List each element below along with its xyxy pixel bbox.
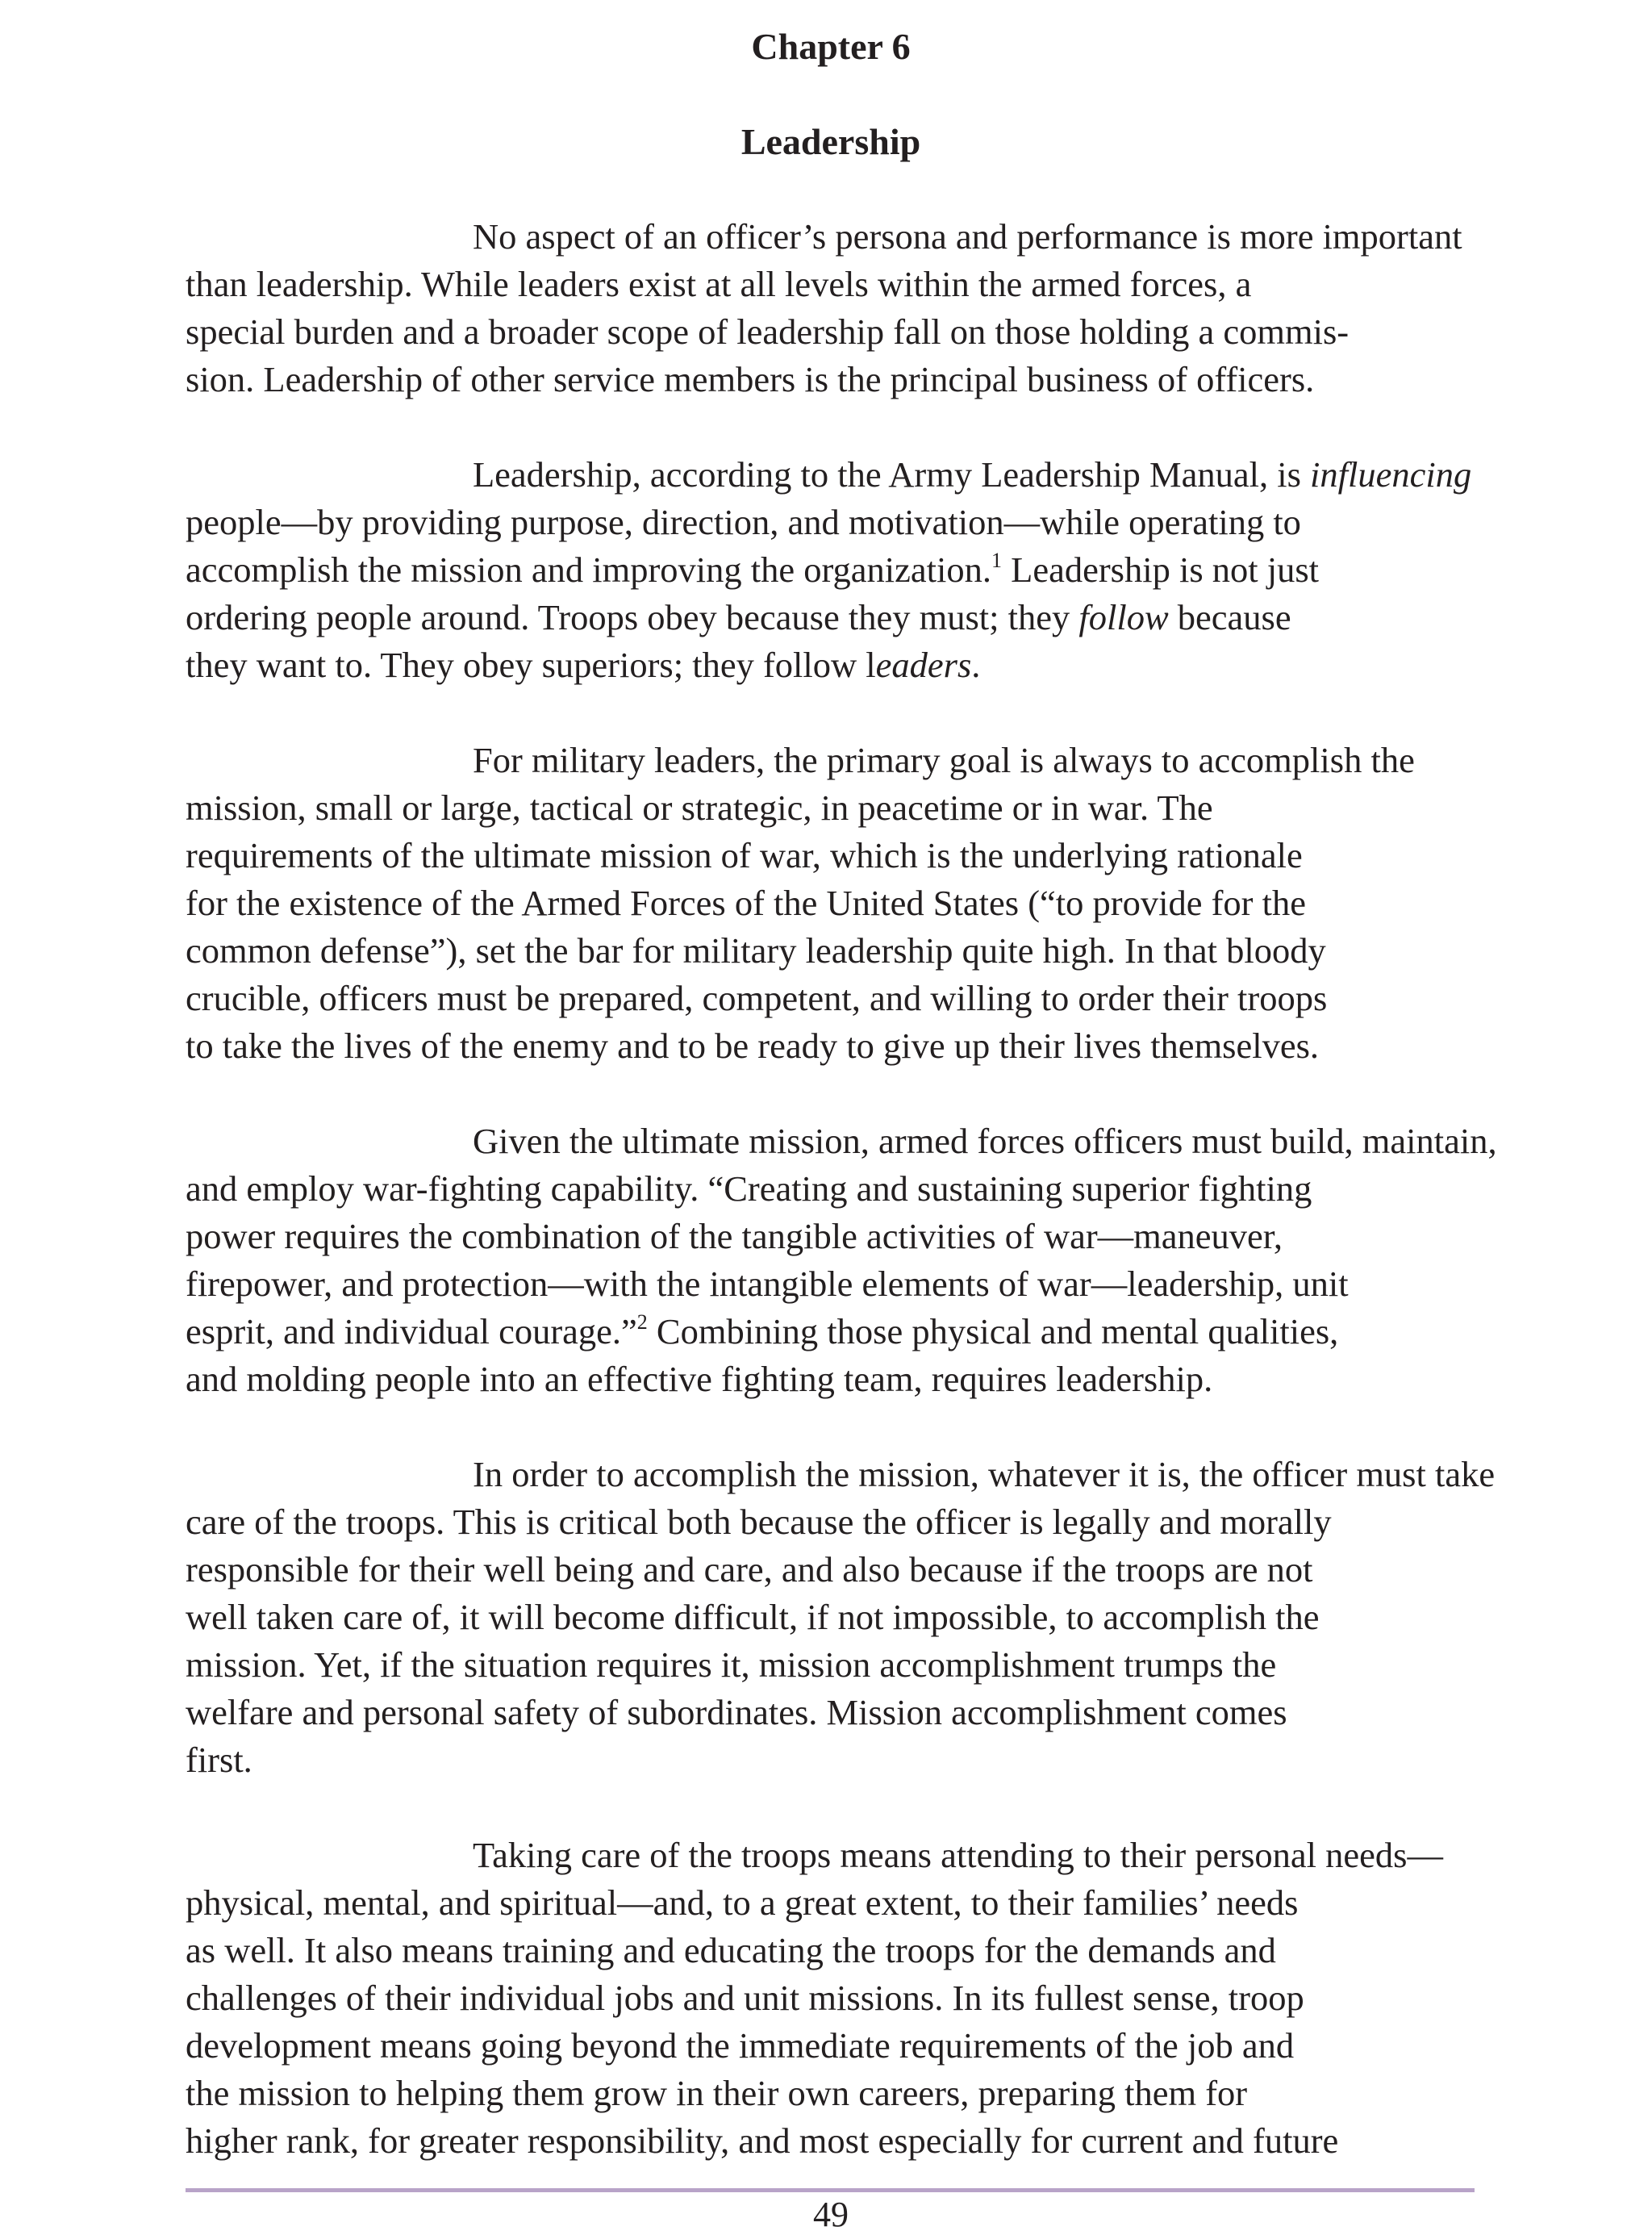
text-run: . bbox=[971, 645, 981, 685]
paragraph-line bbox=[186, 1641, 1476, 1689]
paragraph-line bbox=[186, 832, 1476, 879]
paragraph-line bbox=[186, 1832, 1476, 1879]
text-run: Given the ultimate mission, armed forces officers must build, maintain, bbox=[473, 1121, 1497, 1161]
text-run: and molding people into an effective fighting team, requires leadership. bbox=[186, 1359, 1213, 1399]
text-run: sion. Leadership of other service members is the principal business of officers. bbox=[186, 359, 1315, 399]
text-run: common defense”), set the bar for military leadership quite high. In that bloody bbox=[186, 930, 1326, 971]
chapter-title: Leadership bbox=[740, 121, 921, 162]
paragraph-line bbox=[186, 641, 1476, 689]
paragraph-line bbox=[186, 499, 1476, 546]
chapter-body bbox=[186, 213, 1497, 2212]
text-run: they want to. They obey superiors; they follow l bbox=[186, 645, 876, 685]
text-run: well taken care of, it will become difficult, if not impossible, to accomplish the bbox=[186, 1597, 1320, 1637]
paragraph bbox=[186, 737, 1476, 1070]
paragraph bbox=[186, 1118, 1497, 1403]
text-run: power requires the combination of the tangible activities of war—maneuver, bbox=[186, 1216, 1283, 1256]
paragraph-line bbox=[186, 737, 1476, 784]
text-run: mission, small or large, tactical or strategic, in peacetime or in war. The bbox=[186, 787, 1213, 828]
paragraph-line bbox=[186, 1356, 1476, 1403]
text-run: firepower, and protection—with the intangible elements of war—leadership, unit bbox=[186, 1264, 1349, 1304]
text-run: physical, mental, and spiritual—and, to a great extent, to their families’ needs bbox=[186, 1882, 1299, 1923]
text-run: special burden and a broader scope of leadership fall on those holding a commis- bbox=[186, 311, 1350, 352]
text-run: for the existence of the Armed Forces of the United States (“to provide for the bbox=[186, 883, 1306, 923]
text-run: higher rank, for greater responsibility, and most especially for current and future bbox=[186, 2120, 1339, 2161]
text-run: to take the lives of the enemy and to be ready to give up their lives themselves. bbox=[186, 1026, 1320, 1066]
paragraph bbox=[186, 1832, 1476, 2165]
paragraph-line bbox=[186, 356, 1476, 403]
paragraph-line bbox=[186, 1165, 1476, 1213]
paragraph-line bbox=[186, 1927, 1476, 1974]
italic-text: follow bbox=[1078, 597, 1169, 637]
text-run: because bbox=[1168, 597, 1291, 637]
text-run: accomplish the mission and improving the organization. bbox=[186, 549, 992, 590]
paragraph-line bbox=[186, 2117, 1476, 2165]
footnote-ref: 1 bbox=[991, 549, 1003, 572]
paragraph-line bbox=[186, 1498, 1476, 1546]
paragraph-line bbox=[186, 1260, 1476, 1308]
paragraph-line bbox=[186, 1308, 1476, 1356]
italic-text: eaders bbox=[875, 645, 972, 685]
footnote-ref: 2 bbox=[636, 1310, 648, 1334]
paragraph-line bbox=[186, 1213, 1476, 1260]
paragraph-line bbox=[186, 2070, 1476, 2117]
paragraph-line bbox=[186, 1736, 1476, 1784]
paragraph-line bbox=[186, 1594, 1476, 1641]
paragraph-line bbox=[186, 1689, 1476, 1736]
text-run: as well. It also means training and educating the troops for the demands and bbox=[186, 1930, 1276, 1970]
paragraph-line bbox=[186, 594, 1476, 641]
text-run: For military leaders, the primary goal is always to accomplish the bbox=[473, 740, 1415, 780]
text-run: care of the troops. This is critical both because the officer is legally and morally bbox=[186, 1502, 1332, 1542]
paragraph-line bbox=[186, 1879, 1476, 1927]
text-run: crucible, officers must be prepared, competent, and willing to order their troops bbox=[186, 978, 1328, 1018]
text-run: In order to accomplish the mission, whatever it is, the officer must take bbox=[473, 1454, 1496, 1494]
paragraph-line bbox=[186, 261, 1476, 308]
text-run: people—by providing purpose, direction, and motivation—while operating to bbox=[186, 502, 1301, 542]
paragraph-line bbox=[186, 213, 1476, 261]
document-page bbox=[186, 0, 1497, 2234]
paragraph-line bbox=[186, 879, 1476, 927]
paragraph bbox=[186, 1451, 1496, 1784]
paragraph-line bbox=[186, 546, 1476, 594]
page-number: 49 bbox=[813, 2195, 849, 2234]
footer-rule bbox=[186, 2188, 1475, 2192]
paragraph-line bbox=[186, 1974, 1476, 2022]
italic-text: influencing bbox=[1310, 454, 1472, 495]
text-run: the mission to helping them grow in their own careers, preparing them for bbox=[186, 2073, 1248, 2113]
text-run: mission. Yet, if the situation requires it, mission accomplishment trumps the bbox=[186, 1644, 1277, 1685]
paragraph bbox=[186, 451, 1476, 689]
chapter-label: Chapter 6 bbox=[751, 26, 911, 67]
paragraph-line bbox=[186, 927, 1476, 975]
paragraph-line bbox=[186, 1118, 1497, 1165]
text-run: ordering people around. Troops obey because they must; they bbox=[186, 597, 1079, 637]
paragraph-line bbox=[186, 1546, 1476, 1594]
text-run: esprit, and individual courage.” bbox=[186, 1311, 637, 1351]
paragraph-line bbox=[186, 2022, 1476, 2070]
text-run: No aspect of an officer’s persona and performance is more important bbox=[473, 216, 1462, 257]
paragraph bbox=[186, 213, 1476, 403]
text-run: Combining those physical and mental qualities, bbox=[647, 1311, 1339, 1351]
text-run: responsible for their well being and care, and also because if the troops are not bbox=[186, 1549, 1313, 1590]
text-run: requirements of the ultimate mission of war, which is the underlying rationale bbox=[186, 835, 1303, 875]
paragraph-line bbox=[186, 1451, 1496, 1498]
text-run: challenges of their individual jobs and unit missions. In its fullest sense, troop bbox=[186, 1978, 1304, 2018]
paragraph-line bbox=[186, 1022, 1476, 1070]
text-run: welfare and personal safety of subordinates. Mission accomplishment comes bbox=[186, 1692, 1287, 1732]
text-run: Taking care of the troops means attending to their personal needs— bbox=[473, 1835, 1443, 1875]
text-run: Leadership is not just bbox=[1002, 549, 1320, 590]
text-run: Leadership, according to the Army Leadership Manual, is bbox=[473, 454, 1311, 495]
text-run: first. bbox=[186, 1740, 252, 1780]
text-run: than leadership. While leaders exist at all levels within the armed forces, a bbox=[186, 264, 1252, 304]
paragraph-line bbox=[186, 784, 1476, 832]
paragraph-line bbox=[186, 451, 1476, 499]
paragraph-line bbox=[186, 308, 1476, 356]
text-run: and employ war-fighting capability. “Creating and sustaining superior fighting bbox=[186, 1168, 1312, 1209]
text-run: development means going beyond the immediate requirements of the job and bbox=[186, 2025, 1295, 2066]
paragraph-line bbox=[186, 975, 1476, 1022]
